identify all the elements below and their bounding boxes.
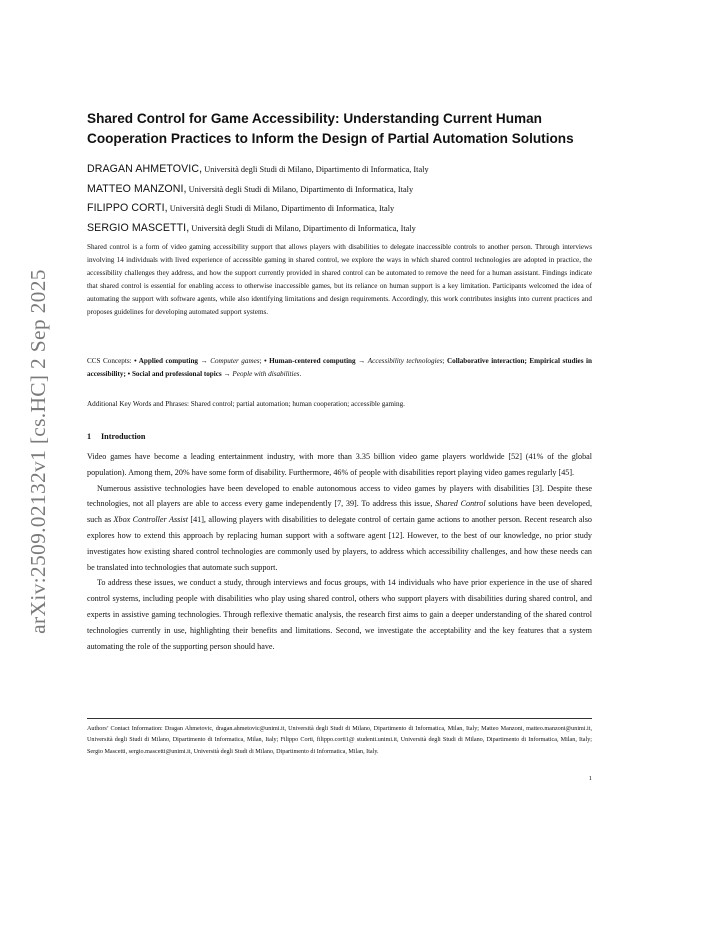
arxiv-identifier-text: arXiv:2509.02132v1 [cs.HC] 2 Sep 2025: [25, 268, 50, 634]
ccs-arrow: →: [198, 357, 211, 365]
author-name: FILIPPO CORTI,: [87, 202, 168, 214]
author-entry: [87, 199, 592, 219]
ccs-italic-term: Accessibility technologies: [367, 357, 443, 365]
ccs-arrow: →: [221, 370, 233, 378]
ccs-bold-term: • Applied computing: [134, 357, 199, 365]
ccs-bold-term: • Human-centered computing: [264, 357, 356, 365]
ccs-italic-term: Computer games: [210, 357, 260, 365]
author-affiliation: Università degli Studi di Milano, Dipartimento di Informatica, Italy: [202, 165, 429, 174]
ccs-separator: ;: [259, 357, 265, 365]
paragraph: [87, 481, 592, 576]
author-affiliation: Università degli Studi di Milano, Dipartimento di Informatica, Italy: [186, 184, 414, 194]
author-entry: [87, 180, 592, 200]
author-name: SERGIO MASCETTI,: [87, 221, 190, 234]
section-number: 1: [87, 432, 92, 441]
paragraph-text: [41], allowing players with disabilities to delegate control of certain game actions to another person. Recent research also explores how to extend this approach by replacing human support with a software agent [12]. However, to the best of our knowledge, no prior study investigates how existing shared control technologies are commonly used by players, to address which accessibility challenges, and how these needs can be translated into technologies that automate such support.: [87, 515, 592, 572]
ccs-label: CCS Concepts:: [87, 357, 135, 365]
footnote-divider: [87, 718, 592, 719]
author-entry: [87, 219, 592, 239]
introduction-body: [87, 449, 592, 654]
abstract: Shared control is a form of video gaming accessibility support that allows players with disabilities to delegate inaccessible controls to another person. Through interviews involving 14 individuals with lived experience of accessible gaming in shared control, we explore the ways in which shared control technologies are adopted in practice, the accessibility challenges they address, and how the support currently provided in shared control can be automated to remove the need for a human assistant. Findings indicate that shared control is essential for enabling access to otherwise inaccessible games, but its reliance on human support is a key limitation. Participants welcomed the idea of automating the support with software agents, while also identifying limitations and design requirements. Accordingly, this work contributes insights into current practices and proposes guidelines for developing automated support systems.: [87, 243, 592, 316]
arxiv-identifier-stamp: [20, 262, 56, 640]
ccs-concepts: [87, 355, 592, 381]
author-name: MATTEO MANZONI,: [87, 182, 187, 195]
author-affiliation: Università degli Studi di Milano, Dipartimento di Informatica, Italy: [189, 223, 416, 233]
ccs-separator: ;: [442, 357, 448, 365]
ccs-bold-term: Collaborative interaction; Empirical studies in accessibility;: [87, 357, 592, 378]
author-affiliation: Università degli Studi di Milano, Dipartimento di Informatica, Italy: [167, 204, 395, 213]
paper-title: Shared Control for Game Accessibility: Understanding Current Human Cooperation Practices to Inform the Design of Partial Automation Solutions: [87, 111, 574, 146]
ccs-italic-term: People with disabilities: [232, 370, 300, 378]
section-title: Introduction: [101, 432, 146, 441]
ccs-arrow: →: [355, 357, 368, 365]
page-number: 1: [588, 775, 592, 782]
keywords: Additional Key Words and Phrases: Shared control; partial automation; human cooperation; accessible gaming.: [87, 400, 405, 408]
ccs-bold-term: • Social and professional topics: [127, 370, 222, 378]
paragraph-text: solutions have been developed, such as: [87, 499, 592, 525]
emphasis-term: Xbox Controller Assist: [113, 515, 188, 525]
section-heading: [87, 432, 145, 441]
author-contact-footnote: Authors’ Contact Information: Dragan Ahmetovic, dragan.ahmetovic@unimi.it, Università degli Studi di Milano, Dipartimento di Informatica, Milan, Italy; Matteo Manzoni, matteo.manzoni@unimi.it, Università degli Studi di Milano, Dipartimento di Informatica, Milan, Italy; Filippo Corti, filippo.corti1@ studenti.unimi.it, Università degli Studi di Milano, Dipartimento di Informatica, Milan, Italy; Sergio Mascetti, sergio.mascetti@unimi.it, Università degli Studi di Milano, Dipartimento di Informatica, Milan, Italy.: [87, 726, 592, 755]
ccs-separator: .: [299, 370, 302, 378]
paragraph: To address these issues, we conduct a study, through interviews and focus groups, with 14 individuals who have prior experience in the use of shared control systems, including people with disabilities who play using shared control, others who support players with disabilities during shared control, and experts in assistive gaming technologies. Through reflexive thematic analysis, the research first aims to gain a deeper understanding of the shared control technologies currently in use, highlighting their benefits and limitations. Second, we investigate the acceptability and the key features that a system automating the role of the supporting person should have.: [87, 578, 592, 651]
paragraph: Video games have become a leading entertainment industry, with more than 3.35 billion video game players worldwide [52] (41% of the global population). Among them, 20% have some form of disability. Furthermore, 46% of people with disabilities report playing video games regularly [45].: [87, 452, 592, 477]
author-list: [87, 160, 592, 238]
paragraph-text: Numerous assistive technologies have been developed to enable autonomous access to video games by players with disabilities [3]. Despite these technologies, not all players are able to access every game independently [7, 39]. To address this issue,: [87, 483, 592, 509]
emphasis-term: Shared Control: [435, 499, 486, 509]
author-name: DRAGAN AHMETOVIC,: [87, 163, 203, 175]
author-entry: [87, 160, 592, 180]
